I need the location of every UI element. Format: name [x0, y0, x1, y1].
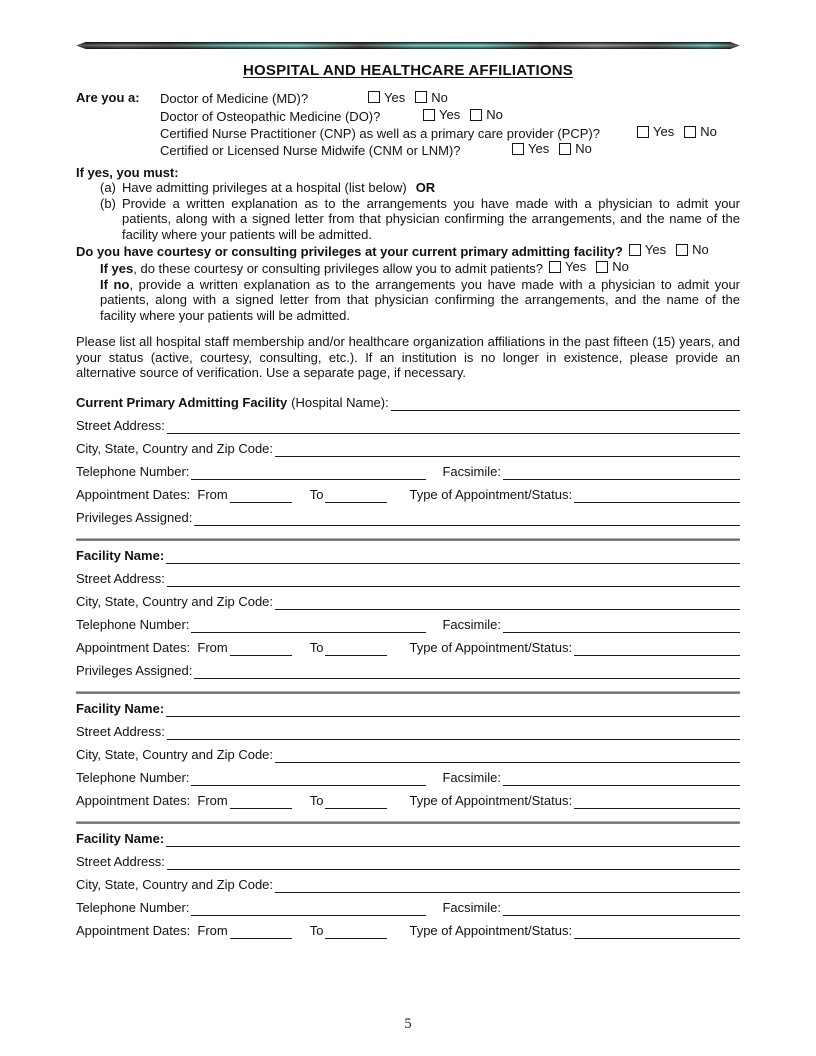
cnp-no-checkbox[interactable] — [684, 126, 696, 138]
decorative-divider-bar — [76, 42, 740, 49]
facsimile-label: Facsimile: — [442, 617, 501, 632]
street-address-label: Street Address: — [76, 571, 165, 586]
city-state-zip-label: City, State, Country and Zip Code: — [76, 441, 274, 456]
item-b-text: Provide a written explanation as to the arrangements you have made with a physician to admit your patients, along with a signed letter from that physician confirming the arrangements, and the name of the facility where your patients will be admitted. — [122, 195, 740, 242]
street-address-label: Street Address: — [76, 854, 165, 869]
cnp-yes-no-group — [637, 124, 717, 140]
question-do-label: Doctor of Osteopathic Medicine (DO)? — [160, 108, 381, 124]
primary-appointment-type-input[interactable] — [574, 486, 740, 503]
item-a-text: Have admitting privileges at a hospital (list below) — [122, 180, 407, 195]
city-state-zip-label: City, State, Country and Zip Code: — [76, 747, 274, 762]
do-no-checkbox[interactable] — [470, 109, 482, 121]
admit-yes-checkbox[interactable] — [549, 261, 561, 273]
facility-3-block — [76, 824, 740, 939]
facility-1-street-address-input[interactable] — [167, 570, 740, 587]
facility-3-to-date-input[interactable] — [325, 922, 387, 939]
primary-facsimile-input[interactable] — [503, 463, 740, 480]
primary-name-row — [76, 388, 740, 411]
primary-city-row — [76, 434, 740, 457]
facility-2-facsimile-input[interactable] — [503, 769, 740, 786]
item-b-marker: (b) — [100, 195, 116, 211]
primary-to-date-input[interactable] — [325, 486, 387, 503]
facility-1-city-state-zip-input[interactable] — [275, 593, 740, 610]
do-yes-checkbox[interactable] — [423, 109, 435, 121]
facility-name-label: Facility Name: — [76, 831, 165, 846]
facility-2-street-row — [76, 717, 740, 740]
facility-3-name-row — [76, 824, 740, 847]
appointment-type-label: Type of Appointment/Status: — [409, 793, 573, 808]
primary-phone-row — [76, 457, 740, 480]
facility-1-facsimile-input[interactable] — [503, 616, 740, 633]
admit-question-row — [100, 259, 740, 276]
courtesy-yes-checkbox[interactable] — [629, 244, 641, 256]
facility-name-label: Facility Name: — [76, 548, 165, 563]
to-label: To — [309, 923, 324, 938]
appointment-dates-from-label: Appointment Dates: From — [76, 923, 228, 938]
facility-2-city-state-zip-input[interactable] — [275, 746, 740, 763]
cnm-yes-checkbox[interactable] — [512, 143, 524, 155]
appointment-type-label: Type of Appointment/Status: — [409, 640, 573, 655]
facility-1-name-input[interactable] — [166, 547, 740, 564]
admit-no-label: No — [612, 259, 629, 275]
item-a — [100, 180, 740, 196]
facility-name-label: Facility Name: — [76, 701, 165, 716]
facility-3-city-row — [76, 870, 740, 893]
courtesy-question-row — [76, 242, 740, 259]
item-a-text-wrap — [122, 180, 740, 196]
facility-2-block — [76, 694, 740, 809]
primary-street-address-input[interactable] — [167, 417, 740, 434]
are-you-a-section — [76, 90, 740, 159]
if-no-lead: If no — [100, 276, 130, 292]
if-no-paragraph — [100, 277, 740, 324]
admit-yes-label: Yes — [564, 259, 587, 275]
facility-1-name-row — [76, 541, 740, 564]
do-yes-no-group — [423, 107, 503, 123]
item-a-or-label: OR — [415, 180, 436, 195]
facility-1-privileges-input[interactable] — [194, 662, 740, 679]
facility-3-telephone-input[interactable] — [191, 899, 426, 916]
primary-street-row — [76, 411, 740, 434]
admit-if-yes-label: If yes — [100, 261, 134, 276]
facility-1-city-row — [76, 587, 740, 610]
city-state-zip-label: City, State, Country and Zip Code: — [76, 877, 274, 892]
facility-2-phone-row — [76, 763, 740, 786]
facility-1-block — [76, 541, 740, 679]
question-do — [160, 107, 740, 124]
facility-1-appointment-type-input[interactable] — [574, 639, 740, 656]
facility-3-street-address-input[interactable] — [167, 853, 740, 870]
primary-city-state-zip-input[interactable] — [275, 440, 740, 457]
question-cnp — [160, 124, 740, 141]
if-no-text: , provide a written explanation as to the arrangements you have made with a physician to admit your patients, along with a signed letter from that physician confirming the arrangements, and the name of the facility where your patients will be admitted. — [100, 276, 741, 323]
cnm-yes-no-group — [512, 141, 592, 157]
appointment-dates-from-label: Appointment Dates: From — [76, 487, 228, 502]
page-number: 5 — [404, 1015, 412, 1032]
cnm-yes-label: Yes — [528, 141, 550, 157]
facility-1-privileges-row — [76, 656, 740, 679]
item-a-marker: (a) — [100, 180, 116, 195]
facsimile-label: Facsimile: — [442, 770, 501, 785]
primary-privileges-input[interactable] — [194, 509, 740, 526]
facility-3-city-state-zip-input[interactable] — [275, 876, 740, 893]
facsimile-label: Facsimile: — [442, 900, 501, 915]
facility-1-from-date-input[interactable] — [230, 639, 292, 656]
facility-2-city-row — [76, 740, 740, 763]
privileges-assigned-label: Privileges Assigned: — [76, 663, 193, 678]
privileges-assigned-label: Privileges Assigned: — [76, 510, 193, 525]
city-state-zip-label: City, State, Country and Zip Code: — [76, 594, 274, 609]
facility-2-to-date-input[interactable] — [325, 792, 387, 809]
facility-2-appointment-type-input[interactable] — [574, 792, 740, 809]
facility-3-street-row — [76, 847, 740, 870]
facsimile-label: Facsimile: — [442, 464, 501, 479]
cnm-no-label: No — [575, 141, 592, 157]
primary-privileges-row — [76, 503, 740, 526]
appointment-dates-from-label: Appointment Dates: From — [76, 640, 228, 655]
courtesy-no-label: No — [692, 242, 709, 257]
question-cnm — [160, 141, 740, 158]
to-label: To — [309, 793, 324, 808]
facility-3-from-date-input[interactable] — [230, 922, 292, 939]
facility-3-appointment-row — [76, 916, 740, 939]
facility-2-name-row — [76, 694, 740, 717]
admit-question-text: , do these courtesy or consulting privileges allow you to admit patients? — [133, 261, 543, 276]
primary-facility-label: Current Primary Admitting Facility — [76, 395, 288, 410]
cnm-no-checkbox[interactable] — [559, 143, 571, 155]
telephone-label: Telephone Number: — [76, 900, 190, 915]
appointment-type-label: Type of Appointment/Status: — [409, 487, 573, 502]
if-yes-you-must-label: If yes, you must: — [76, 164, 179, 180]
facility-3-phone-row — [76, 893, 740, 916]
facility-2-name-input[interactable] — [166, 700, 740, 717]
question-md-label: Doctor of Medicine (MD)? — [160, 91, 309, 107]
facility-1-to-date-input[interactable] — [325, 639, 387, 656]
primary-hospital-name-input[interactable] — [391, 394, 740, 411]
instructions-paragraph: Please list all hospital staff membership and/or healthcare organization affiliations in the past fifteen (15) years, and your status (active, courtesy, consulting, etc.). If an institution is no longer in existence, please provide an alternative source of verification. Use a separate page, if necessary. — [76, 334, 740, 380]
telephone-label: Telephone Number: — [76, 464, 190, 479]
telephone-label: Telephone Number: — [76, 770, 190, 785]
md-yes-no-group — [368, 90, 448, 106]
street-address-label: Street Address: — [76, 418, 165, 433]
courtesy-question-label: Do you have courtesy or consulting privileges at your current primary admitting facility? — [76, 243, 623, 259]
courtesy-no-checkbox[interactable] — [676, 244, 688, 256]
md-yes-checkbox[interactable] — [368, 91, 380, 103]
facility-3-facsimile-input[interactable] — [503, 899, 740, 916]
primary-hospital-name-label: (Hospital Name): — [291, 395, 389, 410]
are-you-a-questions — [160, 90, 740, 159]
cnp-yes-checkbox[interactable] — [637, 126, 649, 138]
telephone-label: Telephone Number: — [76, 617, 190, 632]
do-yes-label: Yes — [439, 106, 461, 122]
street-address-label: Street Address: — [76, 724, 165, 739]
primary-telephone-input[interactable] — [191, 463, 426, 480]
are-you-a-label: Are you a: — [76, 89, 140, 105]
facility-1-telephone-input[interactable] — [191, 616, 426, 633]
facility-2-appointment-row — [76, 786, 740, 809]
facility-3-name-input[interactable] — [166, 830, 740, 847]
admit-yes-no-group — [549, 259, 629, 275]
facility-2-telephone-input[interactable] — [191, 769, 426, 786]
facility-1-phone-row — [76, 610, 740, 633]
facility-2-from-date-input[interactable] — [230, 792, 292, 809]
question-cnm-label: Certified or Licensed Nurse Midwife (CNM or LNM)? — [160, 143, 461, 158]
courtesy-yes-label: Yes — [644, 242, 667, 257]
to-label: To — [309, 640, 324, 655]
md-no-checkbox[interactable] — [415, 91, 427, 103]
md-no-label: No — [431, 89, 448, 105]
primary-from-date-input[interactable] — [230, 486, 292, 503]
appointment-type-label: Type of Appointment/Status: — [409, 923, 573, 938]
facility-1-street-row — [76, 564, 740, 587]
admit-no-checkbox[interactable] — [596, 261, 608, 273]
facility-3-appointment-type-input[interactable] — [574, 922, 740, 939]
to-label: To — [309, 487, 324, 502]
item-b — [100, 196, 740, 243]
cnp-yes-label: Yes — [653, 124, 675, 139]
do-no-label: No — [486, 106, 503, 122]
appointment-dates-from-label: Appointment Dates: From — [76, 793, 228, 808]
md-yes-label: Yes — [384, 89, 406, 105]
facility-2-street-address-input[interactable] — [167, 723, 740, 740]
facility-1-appointment-row — [76, 633, 740, 656]
question-md — [160, 90, 740, 107]
question-cnp-label: Certified Nurse Practitioner (CNP) as well as a primary care provider (PCP)? — [160, 125, 600, 141]
primary-facility-block — [76, 388, 740, 526]
primary-appointment-row — [76, 480, 740, 503]
courtesy-yes-no-group — [629, 242, 709, 258]
page-title: HOSPITAL AND HEALTHCARE AFFILIATIONS — [243, 62, 573, 79]
cnp-no-label: No — [700, 124, 717, 139]
